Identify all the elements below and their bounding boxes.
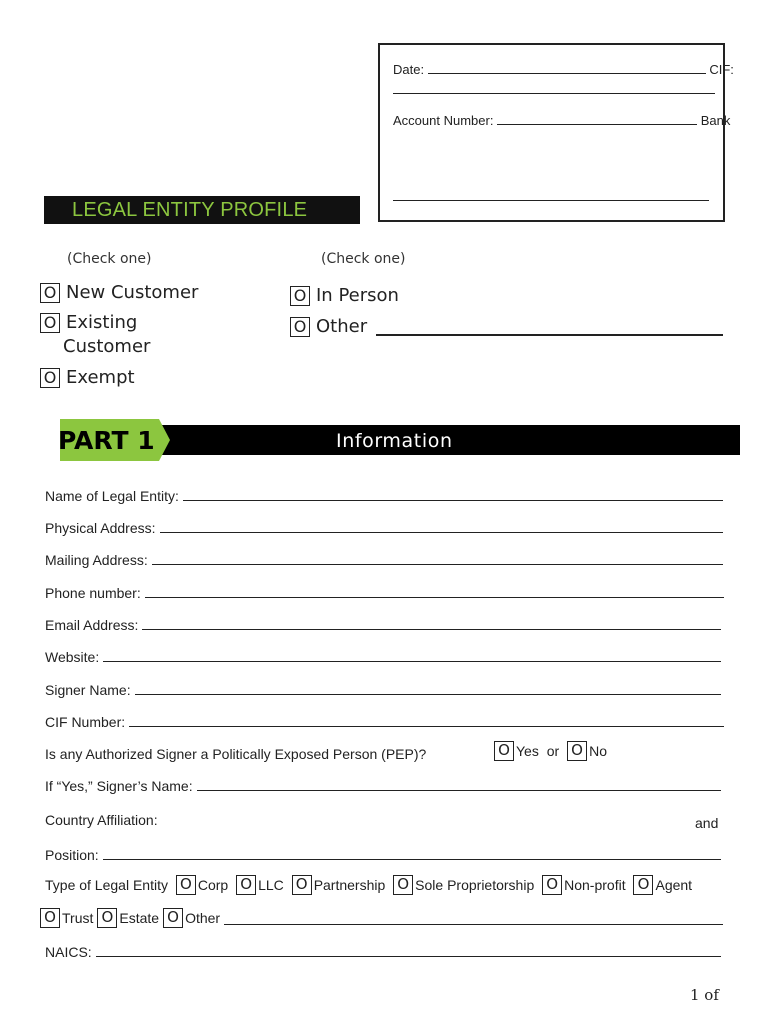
pep-or-label: or — [546, 743, 560, 759]
field-mailing-address — [45, 552, 723, 568]
physical-address-label: Physical Address: — [45, 520, 156, 536]
entity-type-row-1 — [45, 875, 696, 895]
field-physical-address — [45, 520, 723, 536]
signer-name-input[interactable] — [135, 682, 721, 695]
bank-field[interactable] — [393, 200, 709, 201]
phone-number-input[interactable] — [145, 585, 724, 598]
option-new-customer[interactable] — [40, 282, 198, 303]
pep-options — [494, 741, 611, 761]
pep-yes-checkbox[interactable]: O — [494, 741, 514, 761]
estate-label: Estate — [119, 910, 160, 926]
legal-entity-name-input[interactable] — [183, 488, 723, 501]
field-cif-number — [45, 714, 724, 730]
other-entity-label: Other — [185, 910, 221, 926]
trust-label: Trust — [62, 910, 94, 926]
field-signer-name — [45, 682, 721, 698]
field-email-address — [45, 617, 721, 633]
field-naics — [45, 944, 721, 960]
sole-proprietorship-checkbox[interactable]: O — [393, 875, 413, 895]
date-label: Date: — [393, 62, 425, 77]
naics-input[interactable] — [96, 944, 721, 957]
option-existing-customer[interactable] — [40, 312, 137, 333]
page-number: 1 of — [690, 986, 719, 1004]
naics-label: NAICS: — [45, 944, 92, 960]
entity-type-row-2 — [40, 908, 723, 928]
cif-number-label: CIF Number: — [45, 714, 126, 730]
part-label: PART 1 — [58, 426, 155, 455]
field-position — [45, 847, 721, 863]
non-profit-label: Non-profit — [564, 877, 626, 893]
in-person-checkbox[interactable]: O — [290, 286, 310, 306]
entity-type-label: Type of Legal Entity — [45, 877, 168, 893]
legal-entity-name-label: Name of Legal Entity: — [45, 488, 179, 504]
check-one-hint-left: (Check one) — [67, 251, 152, 267]
check-one-hint-right: (Check one) — [321, 251, 406, 267]
pep-question: Is any Authorized Signer a Politically Exposed Person (PEP)? — [45, 746, 427, 762]
country-affiliation-label: Country Affiliation: — [45, 812, 158, 828]
agent-checkbox[interactable]: O — [633, 875, 653, 895]
existing-customer-checkbox[interactable]: O — [40, 313, 60, 333]
phone-number-label: Phone number: — [45, 585, 141, 601]
llc-checkbox[interactable]: O — [236, 875, 256, 895]
field-phone-number — [45, 585, 724, 601]
cif-number-input[interactable] — [129, 714, 724, 727]
option-exempt[interactable] — [40, 367, 135, 388]
position-input[interactable] — [103, 847, 721, 860]
new-customer-checkbox[interactable]: O — [40, 283, 60, 303]
other-entity-checkbox[interactable]: O — [163, 908, 183, 928]
country-and-label: and — [695, 815, 719, 831]
other-entity-input[interactable] — [224, 911, 723, 925]
other-checkbox[interactable]: O — [290, 317, 310, 337]
position-label: Position: — [45, 847, 99, 863]
field-if-yes-signer — [45, 778, 721, 794]
sole-proprietorship-label: Sole Proprietorship — [415, 877, 535, 893]
in-person-label: In Person — [316, 285, 399, 306]
partnership-label: Partnership — [313, 877, 386, 893]
trust-checkbox[interactable]: O — [40, 908, 60, 928]
physical-address-input[interactable] — [160, 520, 724, 533]
if-yes-signer-label: If “Yes,” Signer’s Name: — [45, 778, 193, 794]
corp-label: Corp — [197, 877, 229, 893]
date-field[interactable] — [428, 62, 706, 74]
agent-label: Agent — [655, 877, 693, 893]
account-line — [393, 113, 730, 128]
website-label: Website: — [45, 649, 100, 665]
existing-customer-label: Existing — [66, 312, 138, 333]
email-address-label: Email Address: — [45, 617, 139, 633]
estate-checkbox[interactable]: O — [97, 908, 117, 928]
date-line — [393, 62, 734, 77]
if-yes-signer-input[interactable] — [197, 778, 721, 791]
field-website — [45, 649, 721, 665]
corp-checkbox[interactable]: O — [176, 875, 196, 895]
account-number-field[interactable] — [497, 113, 697, 125]
cif-label: CIF: — [709, 62, 734, 77]
exempt-label: Exempt — [66, 367, 135, 388]
partnership-checkbox[interactable]: O — [292, 875, 312, 895]
website-input[interactable] — [103, 649, 721, 662]
email-address-input[interactable] — [142, 617, 721, 630]
account-number-label: Account Number: — [393, 113, 494, 128]
mailing-address-label: Mailing Address: — [45, 552, 148, 568]
new-customer-label: New Customer — [66, 282, 199, 303]
exempt-checkbox[interactable]: O — [40, 368, 60, 388]
section-title: Information — [336, 430, 453, 452]
pep-yes-label: Yes — [516, 743, 539, 759]
non-profit-checkbox[interactable]: O — [542, 875, 562, 895]
existing-customer-label-line2: Customer — [63, 336, 151, 357]
bank-label: Bank — [700, 113, 731, 128]
pep-no-label: No — [589, 743, 607, 759]
page-title: LEGAL ENTITY PROFILE — [72, 199, 308, 221]
other-label: Other — [316, 316, 368, 337]
pep-no-checkbox[interactable]: O — [567, 741, 587, 761]
option-other[interactable] — [290, 316, 367, 337]
other-field[interactable] — [376, 334, 723, 336]
llc-label: LLC — [258, 877, 284, 893]
cif-field[interactable] — [393, 93, 715, 94]
option-in-person[interactable] — [290, 285, 399, 306]
signer-name-label: Signer Name: — [45, 682, 131, 698]
field-legal-entity-name — [45, 488, 723, 504]
mailing-address-input[interactable] — [152, 552, 723, 565]
